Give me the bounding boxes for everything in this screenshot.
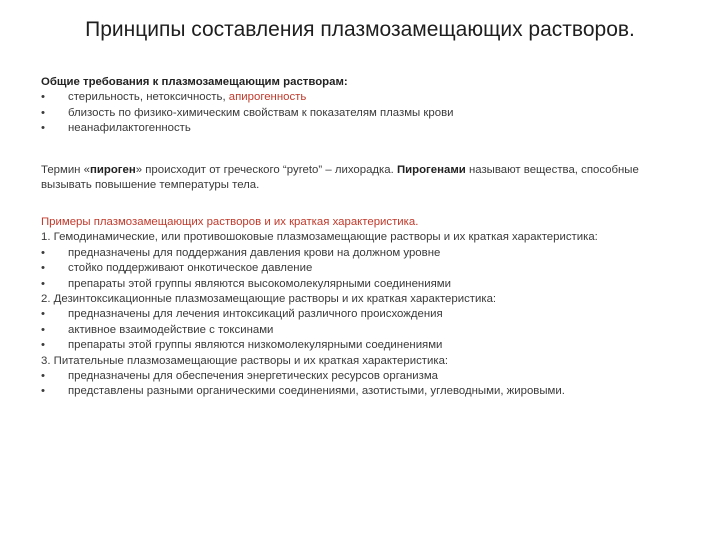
term-text-2: » происходит от греческого “pyreto” – лихорадка. (135, 164, 397, 176)
group2-item: • предназначены для лечения интоксикаций различного происхождения (41, 307, 691, 322)
requirement-item (41, 90, 691, 105)
requirement-text: неанафилактогенность (68, 122, 191, 135)
group3-title: 3. Питательные плазмозамещающие растворы и их краткая характеристика: (41, 354, 449, 367)
examples-heading: Примеры плазмозамещающих растворов и их краткая характеристика. (41, 216, 419, 228)
term-paragraph (41, 163, 691, 194)
requirement-text: стерильность, нетоксичность, (68, 91, 229, 104)
requirements-heading: Общие требования к плазмозамещающим растворам: (41, 76, 348, 88)
term-text-1: Термин « (41, 164, 90, 176)
examples-section (41, 215, 691, 400)
requirement-item (41, 106, 691, 121)
group1-item: • предназначены для поддержания давления крови на должном уровне (41, 246, 691, 261)
requirement-text: близость по физико-химическим свойствам к показателям плазмы крови (68, 106, 454, 119)
group2-item: • препараты этой группы являются низкомолекулярными соединениями (41, 338, 691, 353)
term-text-3: называют вещества, способные вызывать повышение температуры тела. (41, 164, 639, 192)
requirement-highlight: апирогенность (228, 91, 307, 104)
group1-item: • стойко поддерживают онкотическое давление (41, 261, 691, 276)
group3-item: • предназначены для обеспечения энергетических ресурсов организма (41, 369, 691, 384)
group3-item: • представлены разными органическими соединениями, азотистыми, углеводными, жировыми. (41, 384, 691, 399)
group2-item: • активное взаимодействие с токсинами (41, 323, 691, 338)
group1-title: 1. Гемодинамические, или противошоковые плазмозамещающие растворы и их краткая характеристика: (41, 231, 598, 244)
group2-title: 2. Дезинтоксикационные плазмозамещающие растворы и их краткая характеристика: (41, 293, 497, 306)
term-bold-pyrogen: пироген (89, 164, 136, 176)
slide-title: Принципы составления плазмозамещающих растворов. (85, 18, 635, 41)
requirement-item (41, 121, 691, 136)
term-bold-pyrogens: Пирогенами (396, 164, 466, 176)
requirements-section (41, 75, 691, 137)
group1-item: • препараты этой группы являются высокомолекулярными соединениями (41, 277, 691, 292)
